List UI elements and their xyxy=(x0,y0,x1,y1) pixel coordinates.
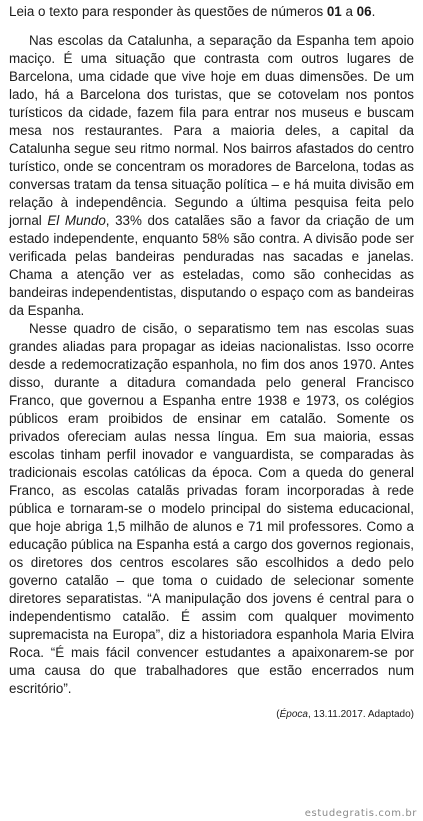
question-start-number: 01 xyxy=(326,4,342,19)
paragraph-1-text: Nas escolas da Catalunha, a separação da Espanha tem apoio maciço. É uma situação que contrasta com outros lugares de Barcelona, uma cidade que vive hoje em duas dimensões. De um lado, há a Barcelona dos turistas, que se cotovelam nos pontos turísticos da cidade, fazem fila para entrar nos museus e buscam mesa nos restaurantes. Para a maioria deles, a capital da Catalunha segue seu ritmo normal. Nos bairros afastados do centro turístico, onde se concentram os moradores de Barcelona, todas as conversas tratam da tensa situação política – e há muita divisão em relação à independência. Segundo a última pesquisa feita pelo jornal xyxy=(9,33,414,228)
instruction-middle: a xyxy=(341,4,357,19)
site-watermark: estudegratis.com.br xyxy=(304,808,417,819)
instruction-suffix: . xyxy=(371,4,376,19)
paragraph-1 xyxy=(9,32,414,320)
source-magazine: Época xyxy=(279,709,308,720)
paragraph-2: Nesse quadro de cisão, o separatismo tem nas escolas suas grandes aliadas para propagar as ideias nacionalistas. Isso ocorre desde a redemocratização espanhola, no fim dos anos 1970. Antes disso, durante a ditadura comandada pelo general Francisco Franco, que governou a Espanha entre 1938 e 1973, os colégios públicos eram proibidos de ensinar em catalão. Somente os privados ofereciam aulas nessa língua. Em sua maioria, essas escolas tinham perfil inovador e vanguardista, se comparadas às tradicionais escolas católicas da época. Com a queda do general Franco, as escolas catalãs privadas foram incorporadas à rede pública e tornaram-se o modelo principal do sistema educacional, que hoje abriga 1,5 milhão de alunos e 71 mil professores. Como a educação pública na Espanha está a cargo dos governos regionais, os diretores dos centros escolares são escolhidos a dedo pelo governo catalão – que toma o cuidado de selecionar somente diretores separatistas. “A manipulação dos jovens é central para o independentismo catalão. É assim com qualquer movimento supremacista na Europa”, diz a historiadora espanhola Maria Elvira Roca. “É mais fácil convencer estudantes a apaixonarem-se por uma causa do que trabalhadores que estão encerrados num escritório”. xyxy=(9,321,414,696)
instruction-prefix: Leia o texto para responder às questões de números xyxy=(9,4,327,19)
question-end-number: 06 xyxy=(356,4,372,19)
paragraph-1-tail: , 33% dos catalães são a favor da criação de um estado independente, enquanto 58% são contra. A divisão pode ser verificada pelas bandeiras penduradas nas sacadas e janelas. Chama a atenção ver as esteladas, como são conhecidas as bandeiras independentistas, disputando o espaço com as bandeiras da Espanha. xyxy=(9,213,414,318)
source-open: ( xyxy=(276,709,280,720)
document-page xyxy=(9,3,414,722)
instruction-line xyxy=(9,3,414,21)
source-citation xyxy=(9,708,414,722)
source-details: , 13.11.2017. Adaptado) xyxy=(307,709,414,720)
newspaper-name: El Mundo xyxy=(47,213,106,228)
